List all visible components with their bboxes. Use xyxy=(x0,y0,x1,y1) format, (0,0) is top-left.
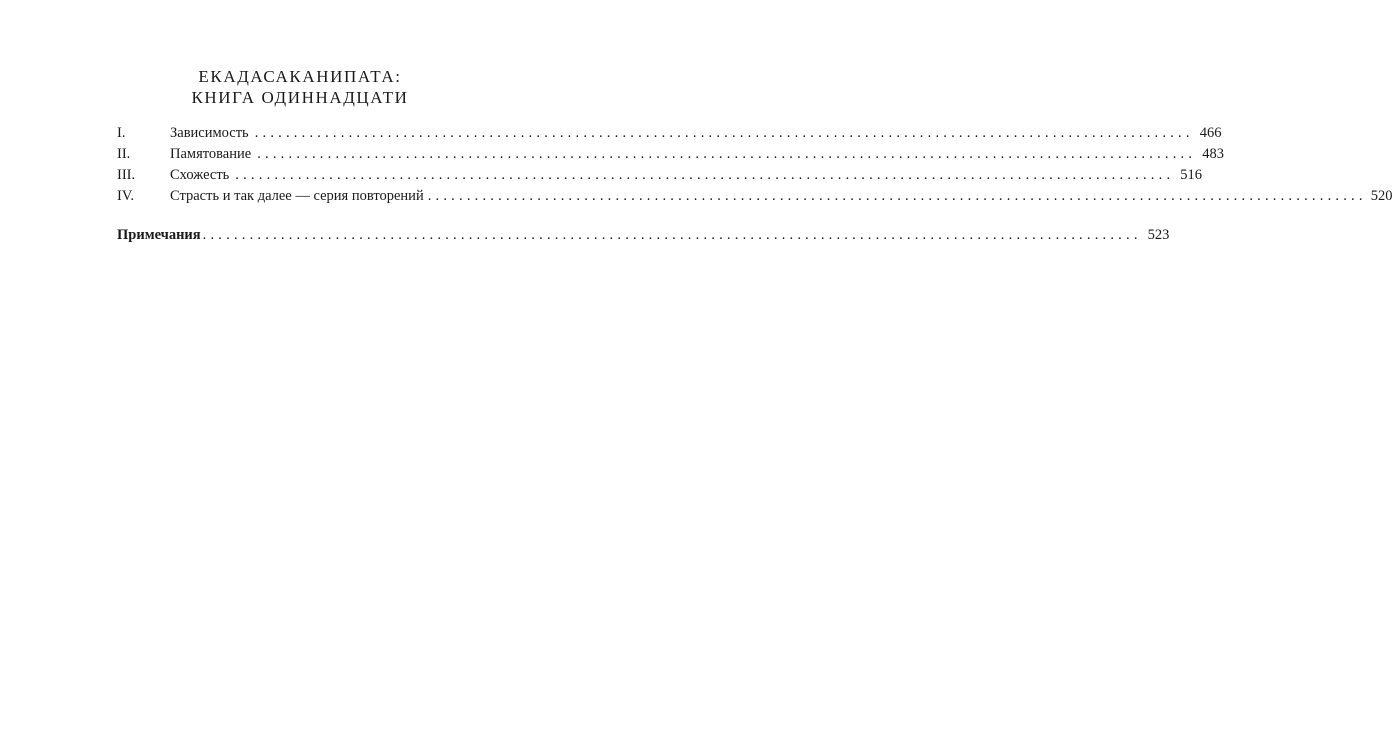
toc-entry-number: III. xyxy=(117,167,136,183)
dot-leader: ........................................................................................................................ xyxy=(427,188,1367,204)
dot-leader: ........................................................................................................................ xyxy=(254,125,1194,141)
toc-entry-number: I. xyxy=(117,125,126,141)
toc-entry-title: Схожесть xyxy=(170,167,230,183)
toc-entry xyxy=(117,144,1224,165)
section-title-line-2: КНИГА ОДИННАДЦАТИ xyxy=(191,88,409,107)
toc-entry-title: Памятование xyxy=(170,146,252,162)
toc-entry-title: Зависимость xyxy=(170,125,249,141)
toc-entry xyxy=(117,123,1222,144)
toc-entry-page: 516 xyxy=(1180,167,1203,183)
dot-leader: ........................................................................................................................ xyxy=(202,227,1142,243)
toc-entry-title: Страсть и так далее — серия повторений xyxy=(170,188,424,204)
toc-entry-page: 520 xyxy=(1370,188,1392,204)
section-title-line-1: ЕКАДАСАКАНИПАТА: xyxy=(198,67,402,86)
toc-entry xyxy=(117,165,1203,186)
dot-leader: ........................................................................................................................ xyxy=(235,167,1175,183)
toc-notes-page: 523 xyxy=(1147,227,1170,243)
toc-notes-title: Примечания xyxy=(117,227,201,243)
dot-leader: ........................................................................................................................ xyxy=(257,146,1197,162)
toc-entry-number: II. xyxy=(117,146,131,162)
toc-entry xyxy=(117,186,1392,207)
toc-notes-entry xyxy=(117,225,1170,246)
toc-entry-number: IV. xyxy=(117,188,135,204)
toc-entry-page: 466 xyxy=(1199,125,1222,141)
toc-entry-page: 483 xyxy=(1202,146,1224,162)
table-of-contents xyxy=(117,123,1392,246)
